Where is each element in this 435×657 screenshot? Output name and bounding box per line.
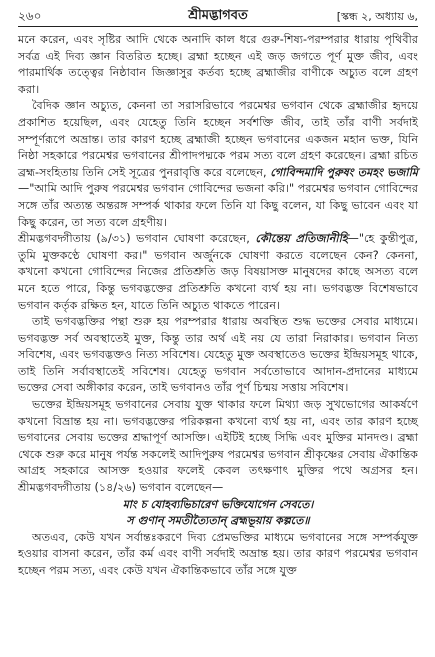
verse-line-1: মাং চ যোহব্যভিচারেণ ভক্তিযোগেন সেবতে। [122, 497, 314, 511]
page-header [18, 0, 418, 30]
paragraph-1: মনে করেন, এবং সৃষ্টির আদি থেকে অনাদি কাল ধরে গুরু-শিষ্য-পরম্পরার ধারায় পৃথিবীর সর্বত্র এই দিব্য জ্ঞান বিতরিত হচ্ছে। ব্রহ্মা হচ্ছেন এই জড় জগতে পূর্ণ মুক্ত জীব, এবং পারমার্থিক তত্ত্বের নিষ্ঠাবান জিজ্ঞাসুর কর্তব্য হচ্ছে ব্রহ্মাজীর বাণীকে অচ্যুত বলে গ্রহণ করা। [18, 33, 418, 96]
paragraph-6: অতএব, কেউ যখন সর্বান্তঃকরণে দিব্য প্রেমভক্তির মাধ্যমে ভগবানের সঙ্গে সম্পর্কযুক্ত হওয়ার বাসনা করেন, তাঁর কর্ম এবং বাণী সর্বদাই অভ্রান্ত হয়। তার কারণ পরমেশ্বর ভগবান হচ্ছেন পরম সত্য, এবং কেউ যখন ঐকান্তিকভাবে তাঁর সঙ্গে যুক্ত [18, 530, 418, 577]
sanskrit-quote-kaunteya: কৌন্তেয় প্রতিজানীহি [255, 232, 348, 246]
paragraph-5: ভক্তের ইন্দ্রিয়সমূহ ভগবানের সেবায় যুক্ত থাকার ফলে মিথ্যা জড় সুখভোগের আকর্ষণে কখনো বিভ্রান্ত হয় না। ভগবদ্ভক্তের পরিকল্পনা কখনো ব্যর্থ হয় না, এবং তার কারণ হচ্ছে ভগবানের সেবায় ভক্তের শ্রদ্ধাপূর্ণ আসক্তি। এইটিই হচ্ছে সিদ্ধি এবং মুক্তির মানদণ্ড। ব্রহ্মা থেকে শুরু করে মানুষ পর্যন্ত সকলেই আদিপুরুষ পরমেশ্বর ভগবান শ্রীকৃষ্ণের সেবায় ঐকান্তিক আগ্রহ সহকারে আসক্ত হওয়ার ফলেই কেবল তৎক্ষণাৎ মুক্তির পথে অগ্রসর হন। শ্রীমদ্ভগবদ্গীতায় (১৪/২৬) ভগবান বলেছেন— [18, 398, 418, 495]
header-rule [18, 26, 418, 27]
paragraph-3-text-b: —"হে কুন্তীপুত্র, তুমি মুক্তকণ্ঠে ঘোষণা কর।" ভগবান অর্জুনকে ঘোষণা করতে বলেছেন কেন? কেননা, কখনো কখনো গোবিন্দের নিজের প্রতিশ্রুতি জড় বিষয়াসক্ত মানুষদের কাছে অসত্য বলে মনে হতে পারে, কিন্তু ভগবদ্ভক্তের প্রতিশ্রুতি কখনো ব্যর্থ হয় না। ভগবদ্ভক্ত বিশেষভাবে ভগবান কর্তৃক রক্ষিত হন, যাতে তিনি অচ্যুত থাকতে পারেন। [18, 232, 418, 312]
running-title: শ্রীমদ্ভাগবত [188, 8, 248, 23]
canto-chapter-label: [স্কন্ধ ২, অধ্যায় ৬, [336, 10, 418, 23]
sanskrit-quote-govinda: গোবিন্দমাদি পুরুষং তমহং ভজামি [270, 165, 418, 179]
paragraph-3 [18, 231, 418, 314]
paragraph-2-text-a: বৈদিক জ্ঞান অচ্যুত, কেননা তা সরাসরিভাবে পরমেশ্বর ভগবান থেকে ব্রহ্মাজীর হৃদয়ে প্রকাশিত হয়েছিল, এবং যেহেতু তিনি হচ্ছেন সর্বশক্তি জীব, তাই তাঁর বাণী সর্বদাই সম্পূর্ণরূপে অভ্রান্ত। তার কারণ হচ্ছে ব্রহ্মাজী হচ্ছেন ভগবানের একজন মহান ভক্ত, যিনি নিষ্ঠা সহকারে পরমেশ্বর ভগবানের শ্রীপাদপদ্মকে পরম সত্য বলে গ্রহণ করেছেন। ব্রহ্মা রচিত ব্রহ্ম-সংহিতায় তিনি সেই সূত্রের পুনরাবৃত্তি করে বলেছেন, [18, 99, 418, 179]
page-body [18, 32, 418, 580]
page-number: ২৬০ [18, 9, 42, 23]
paragraph-3-text-a: শ্রীমদ্ভগবদ্গীতায় (৯/৩১) ভগবান ঘোষণা করেছেন, [18, 232, 250, 246]
paragraph-2-text-b: —"আমি আদি পুরুষ পরমেশ্বর ভগবান গোবিন্দের ভজনা করি।" পরমেশ্বর ভগবান গোবিন্দের সঙ্গে তাঁর অত্যন্ত অন্তরঙ্গ সম্পর্ক থাকার ফলে তিনি যা কিছু বলেন, যা কিছু ভাবেন এবং যা কিছু করেন, তা সত্য বলে গ্রহণীয়। [18, 182, 418, 229]
paragraph-2 [18, 98, 418, 231]
gita-verse [18, 497, 418, 530]
verse-line-2: স গুণান্ সমতীত্যৈতান্ ব্রহ্মভূয়ায় কল্পতে॥ [126, 514, 310, 528]
paragraph-4: তাই ভগবদ্ভক্তির পন্থা শুরু হয় পরম্পরার ধারায় অবস্থিত শুদ্ধ ভক্তের সেবার মাধ্যমে। ভগবদ্ভক্ত সর্ব অবস্থাতেই মুক্ত, কিন্তু তার অর্থ এই নয় যে তারা নিরাকার। ভগবান নিত্য সবিশেষ, এবং ভগবদ্ভক্তও নিত্য সবিশেষ। যেহেতু মুক্ত অবস্থাতেও ভক্তের ইন্দ্রিয়সমূহ থাকে, তাই তিনি সর্বাবস্থাতেই সবিশেষ। যেহেতু ভগবান সর্বতোভাবে আদান-প্রদানের মাধ্যমে ভক্তের সেবা অঙ্গীকার করেন, তাই ভগবানও তাঁর পূর্ণ চিন্ময় সত্তায় সবিশেষ। [18, 315, 418, 395]
